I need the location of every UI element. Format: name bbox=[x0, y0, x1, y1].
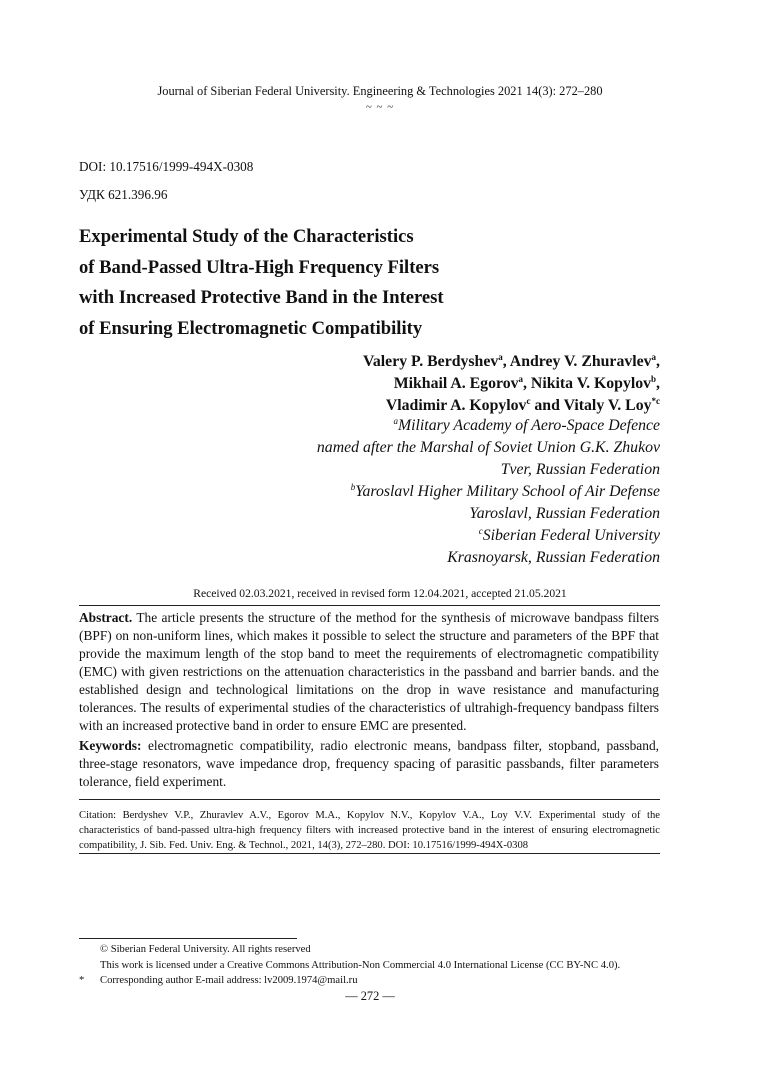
author-line bbox=[363, 395, 660, 417]
author-name: Nikita V. Kopylov bbox=[530, 375, 652, 392]
keywords-text: electromagnetic compatibility, radio electronic means, bandpass filter, stopband, passband, three-stage resonators, wave impedance drop, frequency spacing of parasitic passbands, filter parameters tolerance, field experiment. bbox=[79, 738, 659, 789]
copyright-note: © Siberian Federal University. All rights reserved bbox=[100, 944, 311, 955]
affiliation-mark: a bbox=[518, 374, 523, 384]
footnotes bbox=[79, 942, 620, 989]
author-name: Valery P. Berdyshev bbox=[362, 353, 499, 370]
page-number: — 272 — bbox=[345, 989, 395, 1003]
abstract bbox=[79, 609, 659, 735]
author-name: Andrey V. Zhuravlev bbox=[509, 353, 652, 370]
affiliation-mark: c bbox=[526, 396, 531, 406]
affiliation-line bbox=[317, 525, 660, 547]
author-line: Mikhail A. Egorov$^a$, Nikita V. Kopylov$^b$, bbox=[393, 374, 660, 392]
citation: Citation: Berdyshev V.P., Zhuravlev A.V., Egorov M.A., Kopylov N.V., Kopylov V.A., Loy V.V. Experimental study of the characteristics of band-passed ultra-high frequency filters with increased protective band in the interest of ensuring electromagnetic compatibility, J. Sib. Fed. Univ. Eng. & Technol., 2021, 14(3), 272–280. DOI: 10.17516/1999-494X-0308 bbox=[79, 810, 660, 851]
affiliation-mark: *c bbox=[651, 396, 660, 406]
affiliation-line: named after the Marshal of Soviet Union G.K. Zhukov bbox=[316, 439, 660, 456]
title-line: with Increased Protective Band in the Interest bbox=[79, 287, 444, 308]
author-line: Valery P. Berdyshev$^a$, Andrey V. Zhuravlev$^a$, bbox=[362, 352, 660, 370]
affiliation-line bbox=[317, 415, 660, 437]
divider bbox=[79, 853, 660, 854]
affiliation-mark: c bbox=[478, 526, 483, 536]
journal-header: Journal of Siberian Federal University. Engineering & Technologies 2021 14(3): 272–280 bbox=[157, 84, 603, 98]
author-name: Mikhail A. Egorov bbox=[393, 375, 519, 392]
license-note: This work is licensed under a Creative Commons Attribution-Non Commercial 4.0 International License (CC BY-NC 4.0). bbox=[100, 959, 621, 971]
affiliation-line bbox=[317, 481, 660, 503]
corresponding-note bbox=[79, 973, 620, 989]
header-separator: ~ ~ ~ bbox=[365, 101, 395, 113]
affiliation-mark: a bbox=[651, 352, 657, 362]
author-list bbox=[363, 351, 660, 417]
footnote-rule bbox=[79, 938, 297, 939]
author-name: Vladimir A. Kopylov bbox=[385, 397, 527, 414]
affiliation-text: Military Academy of Aero-Space Defence bbox=[397, 417, 660, 434]
affiliation-line: Yaroslavl, Russian Federation bbox=[469, 505, 660, 522]
title-line: of Band-Passed Ultra-High Frequency Filters bbox=[79, 256, 440, 278]
affiliation-mark: a bbox=[393, 416, 398, 426]
asterisk-mark: * bbox=[79, 975, 85, 986]
paper-title bbox=[79, 222, 639, 344]
udk: УДК 621.396.96 bbox=[79, 187, 168, 202]
affiliations bbox=[317, 415, 660, 569]
author-conjunction: and bbox=[534, 397, 560, 414]
affiliation-mark: a bbox=[498, 352, 503, 362]
doi: DOI: 10.17516/1999-494X-0308 bbox=[79, 159, 254, 174]
affiliation-mark: b bbox=[350, 482, 356, 492]
title-line: of Ensuring Electromagnetic Compatibility bbox=[79, 317, 423, 339]
affiliation-mark: b bbox=[651, 374, 657, 384]
affiliation-text: Siberian Federal University bbox=[482, 527, 660, 544]
author-name: Vitaly V. Loy bbox=[563, 397, 652, 414]
title-line: Experimental Study of the Characteristics bbox=[79, 226, 414, 247]
divider bbox=[79, 799, 660, 800]
affiliation-text: Yaroslavl Higher Military School of Air Defense bbox=[355, 483, 660, 500]
keywords-label: Keywords: bbox=[79, 738, 142, 753]
affiliation-line: Krasnoyarsk, Russian Federation bbox=[447, 549, 660, 566]
corresponding-author: Corresponding author E-mail address: lv2009.1974@mail.ru bbox=[100, 975, 358, 986]
abstract-label: Abstract. bbox=[79, 610, 133, 625]
abstract-text: The article presents the structure of the method for the synthesis of microwave bandpass filters (BPF) on non-uniform lines, which makes it possible to select the structure and parameters of the BPF that provide the maximum length of the stop band to meet the requirements of electromagnetic compatibility (EMC) with given restrictions on the attenuation characteristics in the passband and barrier bands. and the established design and technological limitations on the drop in wave resistance and manufacturing tolerances. The results of experimental studies of the characteristics of ultrahigh-frequency bandpass filters with an increased protective band in order to ensure EMC are presented. bbox=[79, 610, 659, 733]
affiliation-line: Tver, Russian Federation bbox=[500, 461, 660, 478]
keywords bbox=[79, 737, 659, 791]
received-dates: Received 02.03.2021, received in revised form 12.04.2021, accepted 21.05.2021 bbox=[193, 587, 567, 600]
divider bbox=[79, 605, 660, 606]
